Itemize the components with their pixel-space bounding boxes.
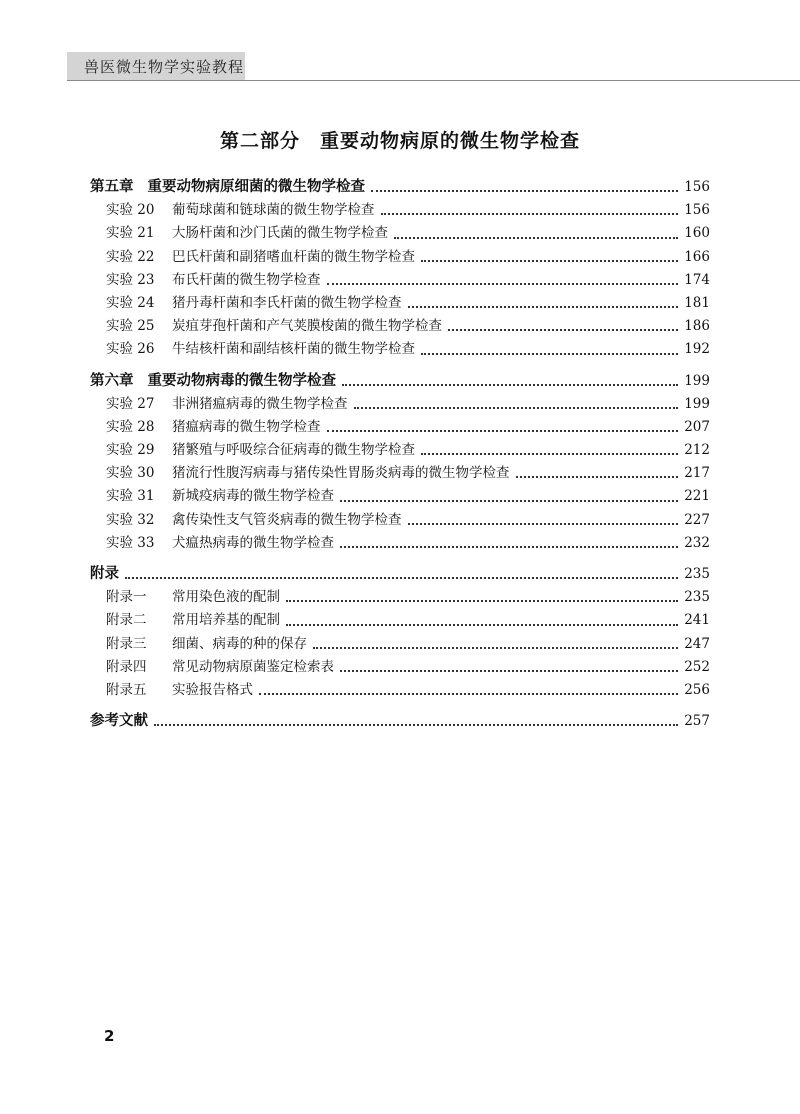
entry-title: 非洲猪瘟病毒的微生物学检查 <box>172 395 348 412</box>
entry-number: 实验 21 <box>106 225 155 242</box>
appendix-title: 附录 <box>90 566 119 582</box>
entry-number: 实验 27 <box>106 395 155 412</box>
entry-title: 犬瘟热病毒的微生物学检查 <box>172 534 334 551</box>
entry-number: 实验 33 <box>106 534 155 551</box>
page-ref: 247 <box>684 635 710 652</box>
toc-entry[interactable] <box>90 586 710 609</box>
entry-number: 实验 31 <box>106 488 155 505</box>
entry-number: 实验 26 <box>106 341 155 358</box>
leader-dots <box>286 616 678 626</box>
page-ref: 227 <box>684 511 710 528</box>
toc-entry[interactable] <box>90 679 710 702</box>
references-title: 参考文献 <box>90 713 148 730</box>
page-ref: 166 <box>684 248 710 265</box>
entry-title: 大肠杆菌和沙门氏菌的微生物学检查 <box>172 225 388 242</box>
entry-title: 猪繁殖与呼吸综合征病毒的微生物学检查 <box>172 442 415 459</box>
leader-dots <box>371 182 678 192</box>
page-ref: 252 <box>684 658 710 675</box>
page-ref: 235 <box>684 589 710 606</box>
toc-entry[interactable] <box>90 292 710 315</box>
toc-chapter-6[interactable] <box>90 370 710 393</box>
toc-entry[interactable] <box>90 633 710 656</box>
toc-entry[interactable] <box>90 462 710 485</box>
entry-number: 实验 28 <box>106 418 155 435</box>
entry-title: 实验报告格式 <box>172 681 253 698</box>
toc-chapter-5[interactable] <box>90 176 710 199</box>
chapter-title: 重要动物病毒的微生物学检查 <box>147 372 336 389</box>
page-ref: 257 <box>684 713 710 730</box>
entry-number: 实验 25 <box>106 318 155 335</box>
leader-dots <box>381 205 679 215</box>
entry-number: 附录一 <box>106 589 147 606</box>
page-ref: 181 <box>684 294 710 311</box>
toc-entry[interactable] <box>90 656 710 679</box>
leader-dots <box>340 538 678 548</box>
leader-dots <box>313 639 678 649</box>
page-ref: 217 <box>684 465 710 482</box>
toc-entry[interactable] <box>90 416 710 439</box>
toc-references[interactable] <box>90 710 710 733</box>
toc-entry[interactable] <box>90 269 710 292</box>
leader-dots <box>154 716 678 726</box>
entry-title: 常见动物病原菌鉴定检索表 <box>172 658 334 675</box>
page-ref: 212 <box>684 442 710 459</box>
page-ref: 160 <box>684 225 710 242</box>
chapter-title: 重要动物病原细菌的微生物学检查 <box>147 179 365 195</box>
table-of-contents <box>90 176 710 733</box>
entry-number: 附录三 <box>106 635 147 652</box>
entry-title: 禽传染性支气管炎病毒的微生物学检查 <box>172 511 402 528</box>
entry-title: 常用培养基的配制 <box>172 612 280 629</box>
leader-dots <box>394 229 678 239</box>
toc-appendix[interactable] <box>90 563 710 586</box>
entry-title: 牛结核杆菌和副结核杆菌的微生物学检查 <box>172 341 415 358</box>
entry-title: 猪流行性腹泻病毒与猪传染性胃肠炎病毒的微生物学检查 <box>172 465 510 482</box>
entry-title: 布氏杆菌的微生物学检查 <box>172 271 321 288</box>
page-ref: 156 <box>684 202 710 219</box>
part-title: 第二部分 重要动物病原的微生物学检查 <box>219 130 580 152</box>
toc-entry[interactable] <box>90 222 710 245</box>
entry-number: 实验 29 <box>106 442 155 459</box>
entry-title: 炭疽芽孢杆菌和产气荚膜梭菌的微生物学检查 <box>172 318 442 335</box>
leader-dots <box>340 492 678 502</box>
leader-dots <box>327 422 679 432</box>
toc-entry[interactable] <box>90 509 710 532</box>
entry-title: 猪丹毒杆菌和李氏杆菌的微生物学检查 <box>172 294 402 311</box>
entry-title: 葡萄球菌和链球菌的微生物学检查 <box>172 202 375 219</box>
entry-number: 附录五 <box>106 681 147 698</box>
leader-dots <box>421 445 678 455</box>
toc-entry[interactable] <box>90 199 710 222</box>
running-header-title: 兽医微生物学实验教程 <box>84 58 245 76</box>
page-ref: 232 <box>684 534 710 551</box>
chapter-number: 第六章 <box>90 372 134 389</box>
entry-title: 细菌、病毒的种的保存 <box>172 635 307 652</box>
page-number: 2 <box>104 1027 115 1045</box>
chapter-number: 第五章 <box>90 179 134 195</box>
page-ref: 256 <box>684 681 710 698</box>
toc-entry[interactable] <box>90 532 710 555</box>
leader-dots <box>408 515 679 525</box>
leader-dots <box>421 345 678 355</box>
page-ref: 241 <box>684 612 710 629</box>
leader-dots <box>342 376 678 386</box>
page-ref: 207 <box>684 418 710 435</box>
page-ref: 199 <box>684 395 710 412</box>
leader-dots <box>125 569 678 579</box>
header-rule <box>67 80 800 81</box>
entry-title: 常用染色液的配制 <box>172 589 280 606</box>
page-ref: 199 <box>684 372 710 389</box>
toc-entry[interactable] <box>90 609 710 632</box>
entry-title: 新城疫病毒的微生物学检查 <box>172 488 334 505</box>
entry-number: 附录四 <box>106 658 147 675</box>
page-ref: 186 <box>684 318 710 335</box>
leader-dots <box>286 592 678 602</box>
page-ref: 221 <box>684 488 710 505</box>
leader-dots <box>259 685 678 695</box>
entry-number: 实验 30 <box>106 465 155 482</box>
page-ref: 174 <box>684 271 710 288</box>
page-ref: 235 <box>684 566 710 582</box>
leader-dots <box>327 275 679 285</box>
leader-dots <box>340 662 678 672</box>
entry-title: 巴氏杆菌和副猪嗜血杆菌的微生物学检查 <box>172 248 415 265</box>
leader-dots <box>516 468 679 478</box>
leader-dots <box>421 252 678 262</box>
entry-number: 附录二 <box>106 612 147 629</box>
toc-entry[interactable] <box>90 338 710 361</box>
entry-number: 实验 32 <box>106 511 155 528</box>
toc-entry[interactable] <box>90 485 710 508</box>
entry-number: 实验 22 <box>106 248 155 265</box>
page-ref: 156 <box>684 179 710 195</box>
leader-dots <box>448 321 678 331</box>
toc-entry[interactable] <box>90 439 710 462</box>
leader-dots <box>408 298 679 308</box>
leader-dots <box>354 399 679 409</box>
toc-entry[interactable] <box>90 246 710 269</box>
entry-number: 实验 20 <box>106 202 155 219</box>
entry-number: 实验 24 <box>106 294 155 311</box>
page-ref: 192 <box>684 341 710 358</box>
toc-entry[interactable] <box>90 393 710 416</box>
entry-title: 猪瘟病毒的微生物学检查 <box>172 418 321 435</box>
toc-entry[interactable] <box>90 315 710 338</box>
entry-number: 实验 23 <box>106 271 155 288</box>
